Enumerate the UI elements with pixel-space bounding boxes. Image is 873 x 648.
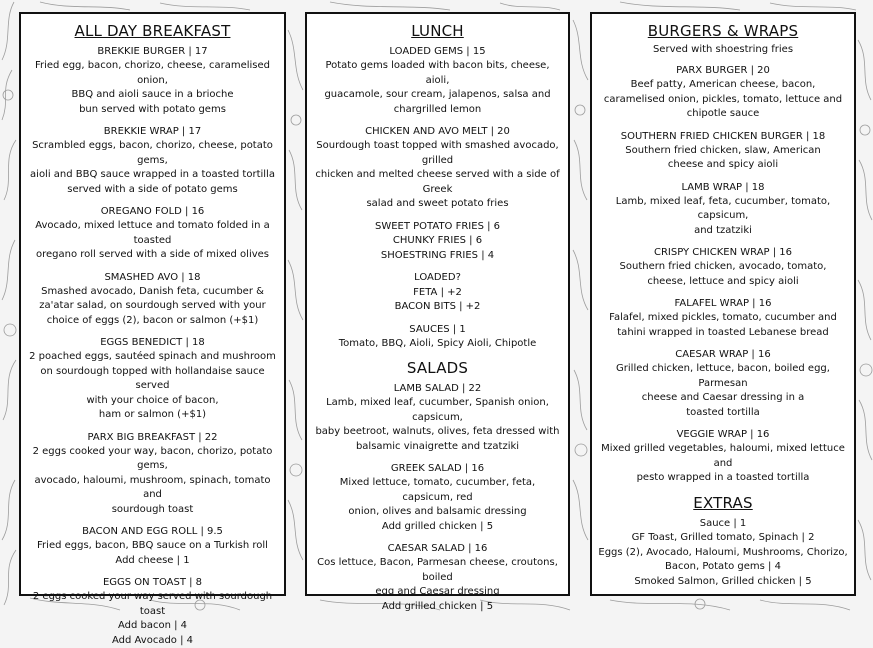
- item-description: Fried egg, bacon, chorizo, cheese, caramelised onion, BBQ and aioli sauce in a brioche bun served with potato gems: [34, 60, 271, 115]
- menu-item: [598, 348, 848, 420]
- loaded-options: [313, 271, 562, 315]
- fries-list: [313, 220, 562, 264]
- loaded-heading: LOADED?: [414, 272, 461, 283]
- item-name: FALAFEL WRAP | 16: [674, 298, 772, 309]
- item-name: SAUCES | 1: [409, 323, 466, 335]
- item-name: BREKKIE WRAP | 17: [103, 126, 202, 137]
- item-name: SMASHED AVO | 18: [104, 271, 201, 283]
- item-name: OREGANO FOLD | 16: [100, 206, 205, 217]
- item-description: 2 eggs cooked your way served with sourdough toast Add bacon | 4 Add Avocado | 4: [32, 591, 273, 646]
- menu-item: [27, 271, 278, 329]
- lunch-panel: [305, 12, 570, 612]
- item-name: EGGS BENEDICT | 18: [100, 337, 205, 348]
- item-description: Mixed grilled vegetables, haloumi, mixed lettuce and pesto wrapped in a toasted tortilla: [601, 443, 845, 483]
- item-description: 2 eggs cooked your way, bacon, chorizo, potato gems, avocado, haloumi, mushroom, spinach, tomato and sourdough toast: [32, 445, 273, 515]
- burgers-title: BURGERS & WRAPS: [647, 22, 799, 40]
- menu-item: [27, 576, 278, 648]
- extras-line: Smoked Salmon, Grilled chicken | 5: [634, 575, 812, 587]
- item-description: Sourdough toast topped with smashed avocado, grilled chicken and melted cheese served with a side of Greek salad and sweet potato fries: [315, 140, 560, 209]
- item-name: CAESAR SALAD | 16: [387, 543, 488, 554]
- menu-item: [598, 181, 848, 239]
- menu-item: [598, 246, 848, 289]
- item-description: Southern fried chicken, slaw, American cheese and spicy aioli: [625, 144, 821, 170]
- item-name: CAESAR WRAP | 16: [675, 349, 771, 360]
- item-description: 2 poached eggs, sautéed spinach and mushroom on sourdough topped with hollandaise sauce served with your choice of bacon, ham or salmon (+$1): [29, 351, 276, 420]
- item-name: PARX BURGER | 20: [676, 65, 770, 76]
- item-name: PARX BIG BREAKFAST | 22: [87, 431, 218, 443]
- item-description: Lamb, mixed leaf, feta, cucumber, tomato, capsicum, and tzatziki: [615, 195, 831, 236]
- item-name: EGGS ON TOAST | 8: [102, 577, 203, 588]
- menu-item: [27, 205, 278, 263]
- item-name: GREEK SALAD | 16: [390, 463, 485, 474]
- menu-item: [313, 462, 562, 534]
- item-description: Scrambled eggs, bacon, chorizo, cheese, potato gems, aioli and BBQ sauce wrapped in a toasted tortilla served with a side of potato gems: [30, 140, 275, 195]
- item-description: Lamb, mixed leaf, cucumber, Spanish onion, capsicum, baby beetroot, walnuts, olives, feta dressed with balsamic vinaigrette and tzatziki: [315, 397, 560, 452]
- item-description: Tomato, BBQ, Aioli, Spicy Aioli, Chipotle: [338, 337, 537, 349]
- item-description: Fried eggs, bacon, BBQ sauce on a Turkish roll Add cheese | 1: [37, 540, 268, 566]
- item-description: Potato gems loaded with bacon bits, cheese, aioli, guacamole, sour cream, jalapenos, salsa and chargrilled lemon: [324, 60, 551, 115]
- breakfast-title: ALL DAY BREAKFAST: [74, 22, 231, 40]
- burgers-subtitle: Served with shoestring fries: [652, 44, 794, 55]
- extras-line: Sauce | 1: [699, 517, 747, 529]
- loaded-option: FETA | +2: [413, 286, 462, 298]
- item-name: CRISPY CHICKEN WRAP | 16: [653, 247, 793, 258]
- item-description: Beef patty, American cheese, bacon, caramelised onion, pickles, tomato, lettuce and chipotle sauce: [603, 79, 843, 119]
- menu-item: [27, 431, 278, 518]
- menu-item: [598, 428, 848, 486]
- extras-list: [598, 517, 848, 590]
- fries-item: SWEET POTATO FRIES | 6: [374, 220, 501, 232]
- sauces-item: [313, 323, 562, 352]
- item-name: CHICKEN AND AVO MELT | 20: [365, 126, 510, 137]
- item-description: Smashed avocado, Danish feta, cucumber & za'atar salad, on sourdough served with your choice of eggs (2), bacon or salmon (+$1): [39, 285, 266, 326]
- menu-item: [598, 297, 848, 340]
- item-name: VEGGIE WRAP | 16: [676, 429, 770, 440]
- extras-line: Bacon, Potato gems | 4: [665, 561, 781, 572]
- menu-item: [27, 525, 278, 568]
- extras-line: GF Toast, Grilled tomato, Spinach | 2: [631, 532, 815, 543]
- loaded-option: BACON BITS | +2: [394, 301, 481, 312]
- item-name: LAMB SALAD | 22: [393, 383, 482, 394]
- breakfast-panel: [19, 12, 286, 646]
- item-description: Cos lettuce, Bacon, Parmesan cheese, croutons, boiled egg and Caesar dressing Add grilled chicken | 5: [317, 557, 558, 612]
- item-description: Southern fried chicken, avocado, tomato, cheese, lettuce and spicy aioli: [619, 261, 827, 287]
- extras-title: EXTRAS: [693, 493, 753, 512]
- lunch-title: LUNCH: [411, 22, 464, 40]
- extras-line: Eggs (2), Avocado, Haloumi, Mushrooms, Chorizo,: [598, 546, 848, 558]
- menu-item: [313, 125, 562, 212]
- item-description: Mixed lettuce, tomato, cucumber, feta, capsicum, red onion, olives and balsamic dressing Add grilled chicken | 5: [339, 477, 536, 532]
- item-name: SOUTHERN FRIED CHICKEN BURGER | 18: [620, 130, 826, 142]
- menu-item: [313, 45, 562, 117]
- menu-item: [27, 336, 278, 423]
- menu-item: [313, 542, 562, 614]
- menu-item: [27, 125, 278, 197]
- item-name: LOADED GEMS | 15: [389, 46, 486, 57]
- item-name: BACON AND EGG ROLL | 9.5: [82, 526, 223, 537]
- burgers-panel: [590, 12, 856, 596]
- menu-item: [27, 45, 278, 117]
- item-description: Avocado, mixed lettuce and tomato folded in a toasted oregano roll served with a side of mixed olives: [35, 220, 270, 260]
- menu-item: [598, 64, 848, 122]
- fries-item: SHOESTRING FRIES | 4: [380, 249, 495, 261]
- item-description: Falafel, mixed pickles, tomato, cucumber and tahini wrapped in toasted Lebanese bread: [609, 312, 837, 338]
- fries-item: CHUNKY FRIES | 6: [392, 235, 483, 246]
- salads-title: SALADS: [406, 359, 469, 377]
- menu-item: [313, 382, 562, 454]
- menu-item: [598, 130, 848, 173]
- item-name: LAMB WRAP | 18: [681, 181, 765, 193]
- item-name: BREKKIE BURGER | 17: [97, 46, 208, 57]
- item-description: Grilled chicken, lettuce, bacon, boiled egg, Parmesan cheese and Caesar dressing in a toasted tortilla: [616, 363, 830, 418]
